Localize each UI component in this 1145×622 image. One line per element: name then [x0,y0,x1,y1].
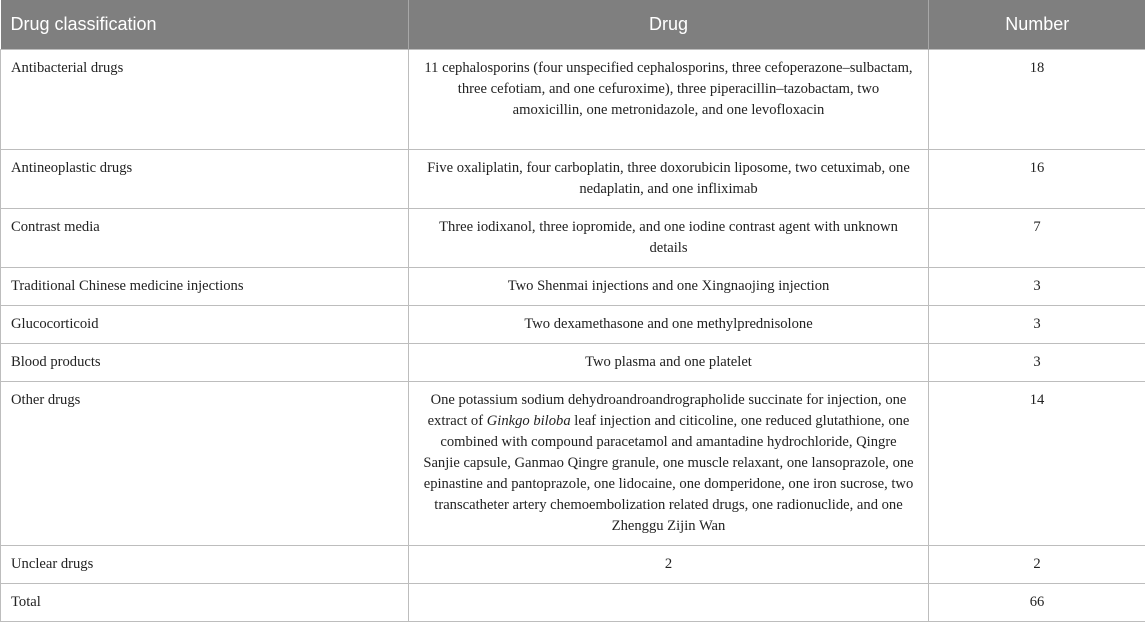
cell-drug: 2 [409,546,929,584]
cell-classification: Traditional Chinese medicine injections [1,268,409,306]
table-row [1,209,1145,268]
cell-classification: Antibacterial drugs [1,50,409,150]
cell-drug: Five oxaliplatin, four carboplatin, three doxorubicin liposome, two cetuximab, one nedaplatin, and one infliximab [409,150,929,209]
cell-classification: Unclear drugs [1,546,409,584]
drug-text-part: One potassium sodium dehydroandroandrographolide succinate for injection, one extract of [427,392,907,429]
cell-drug: Three iodixanol, three iopromide, and one iodine contrast agent with unknown details [409,209,929,268]
cell-drug: Two dexamethasone and one methylprednisolone [409,306,929,344]
cell-number: 18 [929,50,1145,150]
header-row [1,0,1145,50]
cell-drug [409,382,929,546]
table-row [1,344,1145,382]
cell-drug: Two plasma and one platelet [409,344,929,382]
cell-classification: Contrast media [1,209,409,268]
cell-drug [409,584,929,622]
cell-drug: 11 cephalosporins (four unspecified cephalosporins, three cefoperazone–sulbactam, three cefotiam, and one cefuroxime), three piperacillin–tazobactam, two amoxicillin, one metronidazole, and one levofloxacin [409,50,929,150]
cell-number: 2 [929,546,1145,584]
table-row-total [1,584,1145,622]
cell-number: 16 [929,150,1145,209]
cell-drug: Two Shenmai injections and one Xingnaojing injection [409,268,929,306]
drug-species-name: Ginkgo biloba [486,413,571,429]
header-drug-classification: Drug classification [1,0,409,50]
table-header [1,0,1145,50]
cell-classification: Total [1,584,409,622]
cell-number: 3 [929,268,1145,306]
table-row [1,546,1145,584]
cell-number: 3 [929,344,1145,382]
cell-classification: Blood products [1,344,409,382]
table-row [1,382,1145,546]
cell-number: 66 [929,584,1145,622]
cell-classification: Antineoplastic drugs [1,150,409,209]
cell-classification: Other drugs [1,382,409,546]
cell-number: 7 [929,209,1145,268]
header-drug: Drug [409,0,929,50]
drug-text-part: leaf injection and citicoline, one reduced glutathione, one combined with compound paracetamol and amantadine hydrochloride, Qingre Sanjie capsule, Ganmao Qingre granule, one muscle relaxant, one lansoprazole, one epinastine and pantoprazole, one lidocaine, one domperidone, one iron sucrose, two transcatheter artery chemoembolization related drugs, one radionuclide, and one Zhenggu Zijin Wan [423,413,914,534]
table-body [1,50,1145,622]
table-row [1,150,1145,209]
cell-number: 3 [929,306,1145,344]
header-number: Number [929,0,1145,50]
table-row [1,306,1145,344]
cell-classification: Glucocorticoid [1,306,409,344]
table-row [1,50,1145,150]
cell-number: 14 [929,382,1145,546]
table-row [1,268,1145,306]
